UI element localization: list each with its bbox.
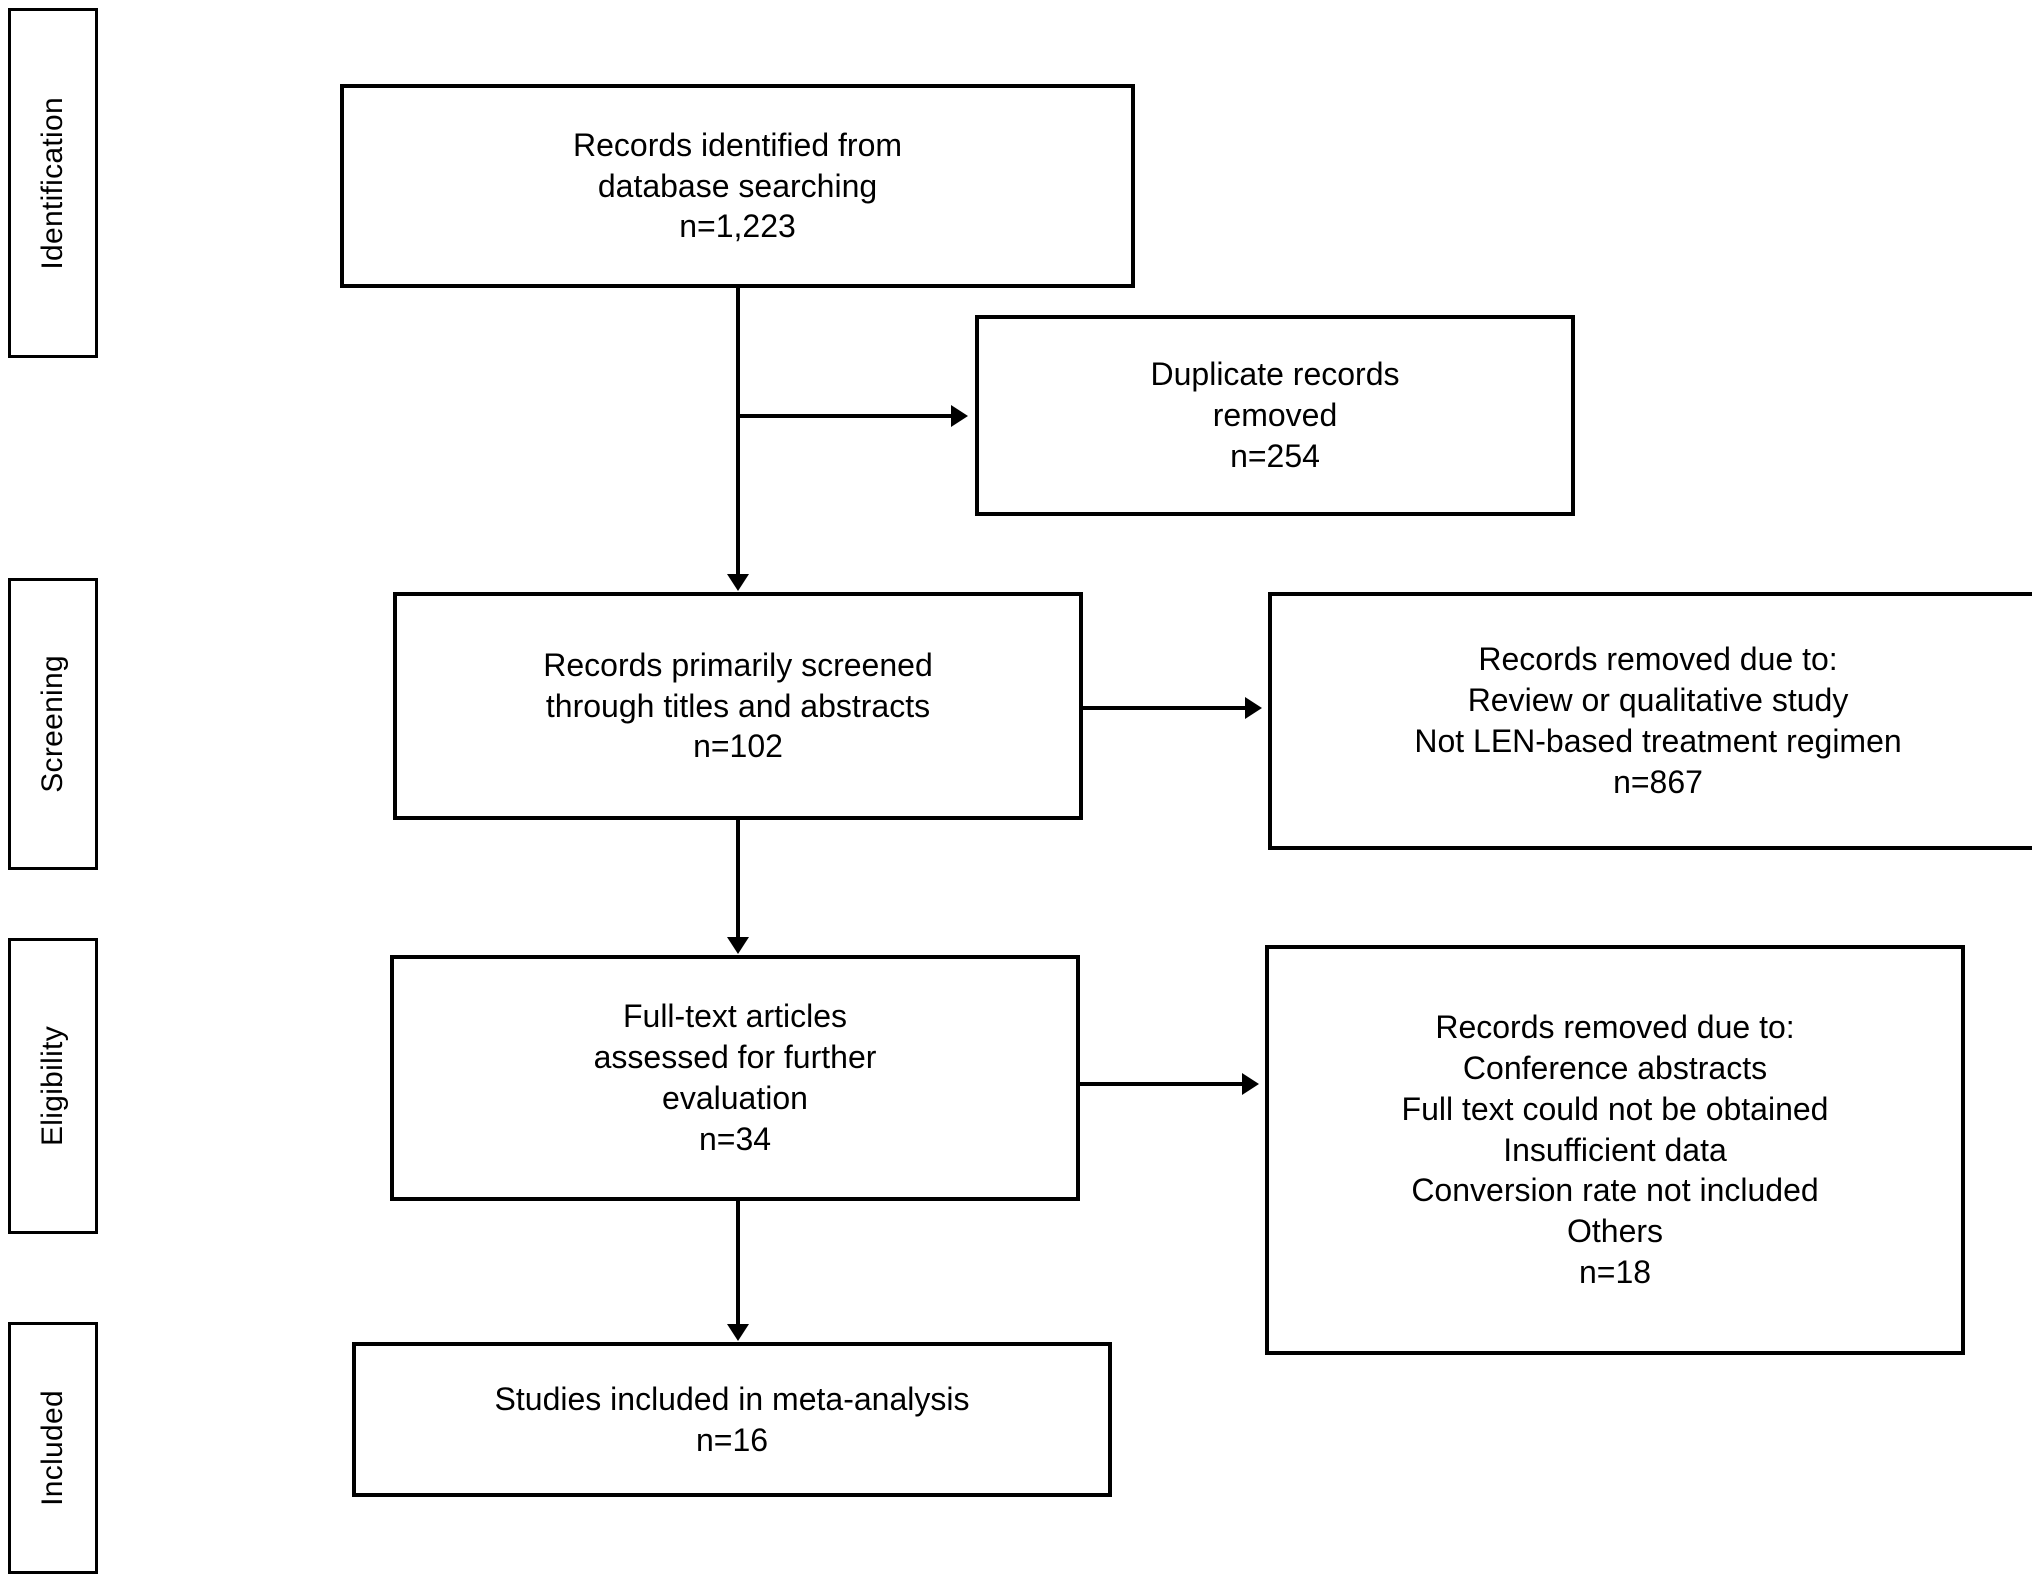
box-line: Conversion rate not included <box>1411 1172 1819 1209</box>
box-records-removed-eligibility <box>1265 945 1965 1355</box>
stage-label-included: Included <box>36 1390 69 1506</box>
box-line: Full text could not be obtained <box>1401 1090 1829 1127</box>
box-studies-included <box>352 1342 1112 1497</box>
box-line: through titles and abstracts <box>545 687 931 724</box>
box-line: Records removed due to: <box>1478 641 1838 678</box>
connector-screened-to-fulltext <box>736 820 740 938</box>
box-line: Conference abstracts <box>1462 1049 1768 1086</box>
box-full-text-assessed <box>390 955 1080 1201</box>
stage-box-screening <box>8 578 98 870</box>
box-line: Records primarily screened <box>543 646 933 683</box>
box-line: assessed for further <box>593 1039 877 1076</box>
box-line: Review or qualitative study <box>1467 682 1849 719</box>
arrowhead-to-included <box>727 1324 749 1341</box>
box-line: n=254 <box>1230 437 1320 474</box>
arrowhead-to-removed-screening <box>1245 697 1262 719</box>
stage-box-eligibility <box>8 938 98 1234</box>
box-duplicate-records-removed <box>975 315 1575 516</box>
connector-fulltext-to-included <box>736 1201 740 1325</box>
stage-box-included <box>8 1322 98 1574</box>
box-line: Full-text articles <box>622 998 848 1035</box>
box-line: n=867 <box>1613 763 1703 800</box>
box-line: Studies included in meta-analysis <box>494 1380 970 1417</box>
box-line: n=34 <box>698 1120 772 1157</box>
box-line: Insufficient data <box>1503 1131 1727 1168</box>
box-line: Duplicate records <box>1150 356 1400 393</box>
box-line: evaluation <box>662 1080 808 1116</box>
connector-screened-to-removed <box>1083 706 1245 710</box>
arrowhead-to-removed-eligibility <box>1242 1073 1259 1095</box>
stage-label-eligibility: Eligibility <box>36 1025 69 1146</box>
box-line: database searching <box>597 167 878 204</box>
box-line: n=1,223 <box>679 208 796 245</box>
box-line: Others <box>1566 1213 1664 1250</box>
box-records-identified <box>340 84 1135 288</box>
arrowhead-to-screened <box>727 574 749 591</box>
box-records-removed-screening <box>1268 592 2032 850</box>
box-line: Records removed due to: <box>1435 1008 1795 1045</box>
box-records-primarily-screened <box>393 592 1083 820</box>
stage-label-identification: Identification <box>36 96 69 270</box>
box-line: n=18 <box>1578 1254 1652 1291</box>
stage-box-identification <box>8 8 98 358</box>
connector-identified-to-screened <box>736 288 740 575</box>
connector-to-duplicates <box>736 414 951 418</box>
connector-fulltext-to-removed <box>1080 1082 1242 1086</box>
box-line: removed <box>1212 397 1338 434</box>
stage-label-screening: Screening <box>36 655 69 793</box>
arrowhead-to-duplicates <box>951 405 968 427</box>
box-line: Not LEN-based treatment regimen <box>1414 723 1902 759</box>
box-line: Records identified from <box>572 126 903 163</box>
arrowhead-to-fulltext <box>727 937 749 954</box>
box-line: n=102 <box>693 728 783 765</box>
box-line: n=16 <box>695 1421 769 1458</box>
